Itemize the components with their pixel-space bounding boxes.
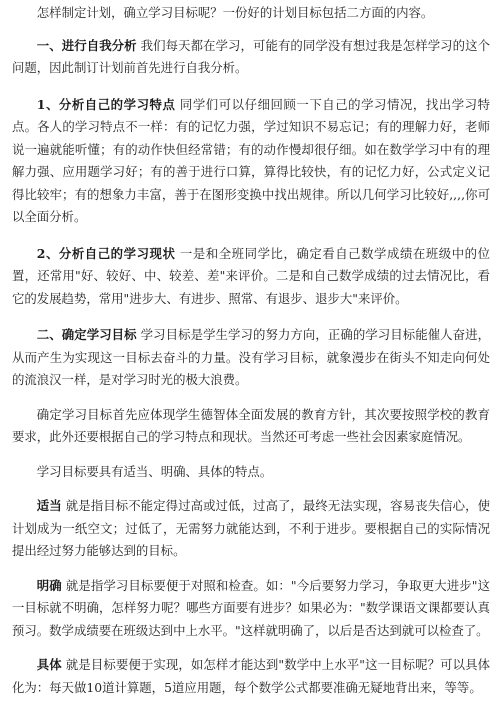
- paragraph-text: 学习目标要具有适当、明确、具体的特点。: [36, 463, 273, 479]
- goal-basis-paragraph: [12, 404, 490, 449]
- item-learning-status: [12, 243, 490, 311]
- item-heading: 1、分析自己的学习特点: [36, 96, 176, 112]
- paragraph-text: 确定学习目标首先应体现学生德智体全面发展的教育方针，其次要按照学校的教育要求，此外还要根据自己的学习特点和现状。当然还可考虑一些社会因素家庭情况。: [12, 406, 490, 444]
- section-set-goals: [12, 324, 490, 392]
- trait-clear: [12, 575, 490, 643]
- intro-paragraph: [12, 2, 490, 25]
- intro-text: 怎样制定计划，确立学习目标呢？一份好的计划目标包括二方面的内容。: [36, 5, 434, 20]
- trait-heading: 适当: [36, 498, 62, 513]
- section-text: 学习目标是学生学习的努力方向，正确的学习目标能催人奋进，从而产生为实现这一目标去奋斗的力量。没有学习目标，就象漫步在街头不知走向何处的流浪汉一样，是对学习时光的极大浪费。: [12, 327, 490, 387]
- section-heading: 一、进行自我分析: [36, 37, 137, 53]
- trait-text: 就是指学习目标要便于对照和检查。如："今后要努力学习，争取更大进步"这一目标就不明确，怎样努力呢？哪些方面要有进步？如果必为："数学课语文课都要认真预习。数学成绩要在班级达到中上水平。"这样就明确了，以后是否达到就可以检查了。: [12, 577, 490, 638]
- section-self-analysis: [12, 35, 490, 80]
- item-text: 一是和全班同学比，确定看自己数学成绩在班级中的位置，还常用"好、较好、中、较差、差"来评价。二是和自己数学成绩的过去情况比，看它的发展趋势，常用"进步大、有进步、照常、有退步、退步大"来评价。: [12, 245, 490, 306]
- trait-appropriate: [12, 495, 490, 563]
- goal-traits-paragraph: [12, 461, 490, 484]
- article: [12, 2, 490, 708]
- trait-specific: [12, 654, 490, 699]
- trait-text: 就是目标要便于实现，如怎样才能达到"数学中上水平"这一目标呢？可以具体化为：每天做10道计算题，5道应用题，每个数学公式都要准确无疑地背出来，等等。: [12, 657, 490, 695]
- item-heading: 2、分析自己的学习现状: [36, 245, 176, 261]
- trait-text: 就是指目标不能定得过高或过低，过高了，最终无法实现，容易丧失信心，使计划成为一纸空文；过低了，无需努力就能达到，不利于进步。要根据自己的实际情况提出经过努力能够达到的目标。: [12, 498, 490, 558]
- item-learning-traits: [12, 94, 490, 229]
- trait-heading: 具体: [36, 657, 62, 672]
- trait-heading: 明确: [36, 577, 62, 593]
- section-heading: 二、确定学习目标: [36, 327, 137, 342]
- item-text: 同学们可以仔细回顾一下自己的学习情况，找出学习特点。各人的学习特点不一样：有的记忆力强，学过知识不易忘记；有的理解力好，老师说一遍就能听懂；有的动作快但经常错；有的动作慢却很仔细。如在数学学习中有的理解力强、应用题学习好；有的善于进行口算，算得比较快，有的记忆力好，公式定义记得比较牢；有的想象力丰富，善于在图形变换中找出规律。所以几何学习比较好,,,,你可以全面分析。: [12, 96, 490, 224]
- section-text: 我们每天都在学习，可能有的同学没有想过我是怎样学习的这个问题，因此制订计划前首先进行自我分析。: [12, 37, 490, 75]
